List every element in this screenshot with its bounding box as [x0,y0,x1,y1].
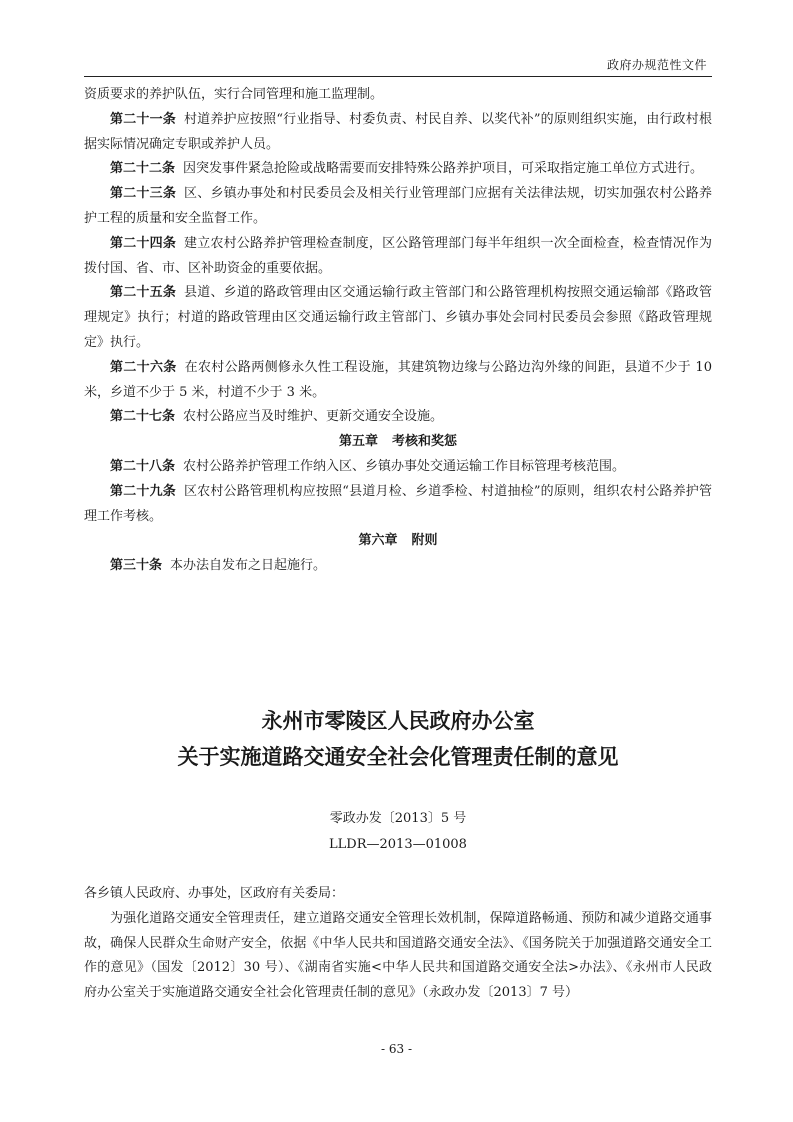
article-text: 村道养护应按照“行业指导、村委负责、村民自养、以奖代补”的原则组织实施，由行政村根据实际情况确定专职或养护人员。 [84,111,712,152]
article-text: 区农村公路管理机构应按照“县道月检、乡道季检、村道抽检”的原则，组织农村公路养护管理工作考核。 [84,483,712,524]
chapter-5-number: 第五章 [338,434,378,450]
article [84,480,712,530]
document-title [84,703,712,775]
chapter-6-heading [84,529,712,554]
page-number: - 63 - [380,1042,412,1056]
article-text: 农村公路应当及时维护、更新交通安全设施。 [183,409,444,425]
article-number: 第二十二条 [110,161,176,177]
addressee: 各乡镇人民政府、办事处，区政府有关委局： [84,886,345,901]
article-text: 建立农村公路养护管理检查制度，区公路管理部门每半年组织一次全面检查，检查情况作为拨付国、省、市、区补助资金的重要依据。 [84,235,712,276]
article-number: 第二十七条 [110,409,176,425]
opinion-body [84,882,712,1006]
article-text: 在农村公路两侧修永久性工程设施，其建筑物边缘与公路边沟外缘的间距，县道不少于 10 米，乡道不少于 5 米，村道不少于 3 米。 [84,359,712,400]
regulation-body [84,83,712,579]
article-number: 第二十六条 [110,359,177,375]
article-number: 第二十八条 [110,458,176,474]
document-number: 零政办发〔2013〕5 号 [329,811,467,826]
chapter-5-heading [84,430,712,455]
article [84,182,712,232]
header-doc-type: 政府办规范性文件 [606,58,707,72]
article-number: 第二十一条 [110,111,176,127]
document-numbers [84,806,712,858]
articles-21-27 [84,108,712,430]
article [84,232,712,282]
article-number: 第二十九条 [110,483,176,499]
chapter-5-name: 考核和奖惩 [392,434,458,450]
article-text: 区、乡镇办事处和村民委员会及相关行业管理部门应据有关法律法规，切实加强农村公路养护工程的质量和安全监督工作。 [84,186,712,226]
article-number: 第二十三条 [110,186,177,202]
article [84,108,712,158]
intro-continuation: 资质要求的养护队伍，实行合同管理和施工监理制。 [84,87,384,102]
header-divider [84,76,712,77]
article-text: 县道、乡道的路政管理由区交通运输行政主管部门和公路管理机构按照交通运输部《路政管理规定》执行；村道的路政管理由区交通运输行政主管部门、乡镇办事处会同村民委员会参照《路政管理规定》执行。 [84,285,712,350]
registration-number: LLDR—2013—01008 [329,837,467,852]
article [84,455,712,480]
article [84,281,712,355]
article [84,356,712,406]
article-text: 因突发事件紧急抢险或战略需要而安排特殊公路养护项目，可采取指定施工单位方式进行。 [183,161,704,177]
article-number: 第二十五条 [110,285,177,301]
article-number: 第二十四条 [110,235,177,251]
body-paragraph: 为强化道路交通安全管理责任，建立道路交通安全管理长效机制，保障道路畅通、预防和减少道路交通事故，确保人民群众生命财产安全，依据《中华人民共和国道路交通安全法》、《国务院关于加强道路交通安全工作的意见》（国发〔2012〕30 号）、《湖南省实施<中华人民共和国道路交通安全法>办法》、《永州市人民政府办公室关于实施道路交通安全社会化管理责任制的意见》（永政办发〔2013〕7 号） [84,910,712,1001]
article-number: 第三十条 [110,558,163,574]
chapter-6-number: 第六章 [358,533,398,549]
article-30 [84,554,712,579]
article-text: 农村公路养护管理工作纳入区、乡镇办事处交通运输工作目标管理考核范围。 [183,458,626,474]
document-title-line-2: 关于实施道路交通安全社会化管理责任制的意见 [177,745,619,769]
chapter-6-name: 附则 [411,533,438,549]
document-title-line-1: 永州市零陵区人民政府办公室 [261,709,535,733]
article-text: 本办法自发布之日起施行。 [170,558,327,574]
article [84,157,712,182]
article [84,405,712,430]
articles-28-29 [84,455,712,529]
